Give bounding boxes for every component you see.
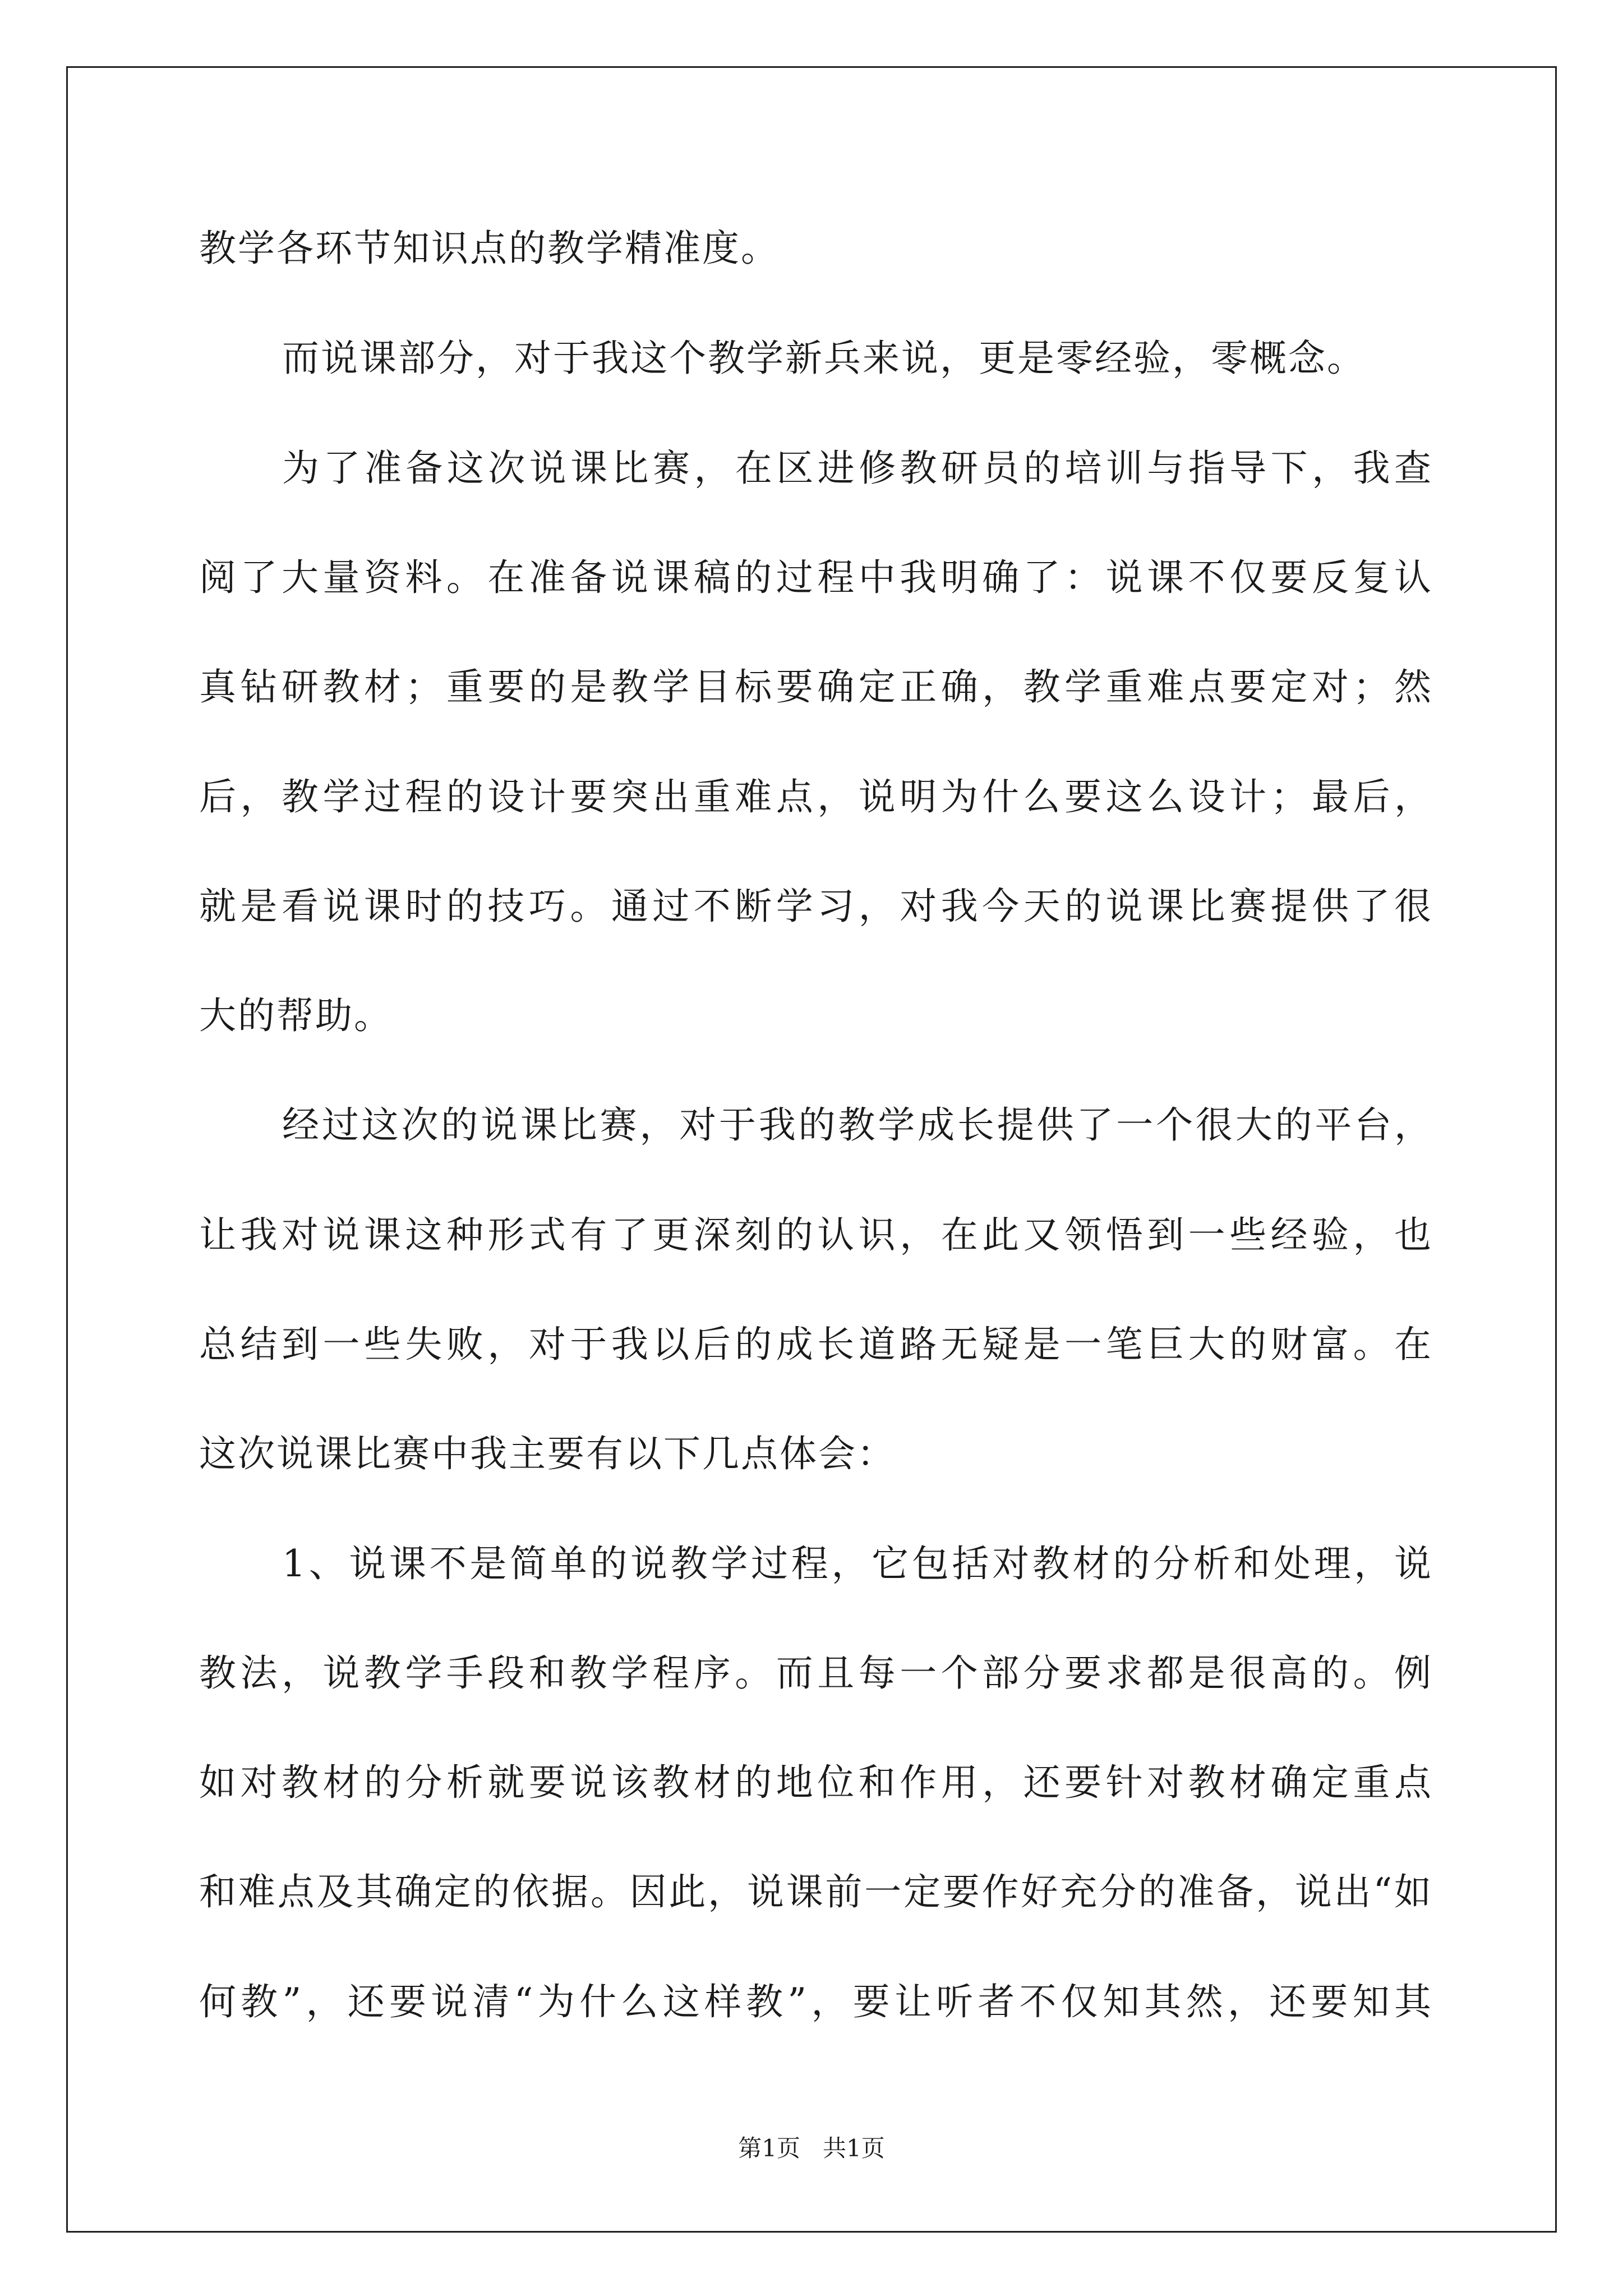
text-line-4: 阅了大量资料。在准备说课稿的过程中我明确了：说课不仅要反复认 [199,556,1433,599]
text-line-5: 真钻研教材；重要的是教学目标要确定正确，教学重难点要定对；然 [199,665,1433,708]
text-line-16: 和难点及其确定的依据。因此，说课前一定要作好充分的准备，说出“如 [199,1870,1433,1913]
total-pages: 共1页 [823,2134,885,2162]
text-line-8: 大的帮助。 [199,994,393,1037]
text-line-11: 总结到一些失败，对于我以后的成长道路无疑是一笔巨大的财富。在 [199,1323,1433,1366]
text-line-3: 为了准备这次说课比赛，在区进修教研员的培训与指导下，我查 [282,447,1433,490]
page-footer [0,2132,1623,2165]
page-number: 第1页 [738,2134,800,2162]
text-line-17: 何教”，还要说清“为什么这样教”，要让听者不仅知其然，还要知其 [199,1980,1433,2023]
text-line-10: 让我对说课这种形式有了更深刻的认识，在此又领悟到一些经验，也 [199,1213,1433,1257]
text-line-2: 而说课部分，对于我这个教学新兵来说，更是零经验，零概念。 [282,337,1366,380]
text-line-13: 1、说课不是简单的说教学过程，它包括对教材的分析和处理，说 [282,1542,1433,1585]
text-line-14: 教法，说教学手段和教学程序。而且每一个部分要求都是很高的。例 [199,1651,1433,1695]
text-line-7: 就是看说课时的技巧。通过不断学习，对我今天的说课比赛提供了很 [199,885,1433,928]
text-line-15: 如对教材的分析就要说该教材的地位和作用，还要针对教材确定重点 [199,1761,1433,1804]
text-line-6: 后，教学过程的设计要突出重难点，说明为什么要这么设计；最后， [199,775,1433,818]
text-line-9: 经过这次的说课比赛，对于我的教学成长提供了一个很大的平台， [282,1103,1433,1147]
text-line-12: 这次说课比赛中我主要有以下几点体会： [199,1432,896,1475]
text-line-1: 教学各环节知识点的教学精准度。 [199,227,780,270]
